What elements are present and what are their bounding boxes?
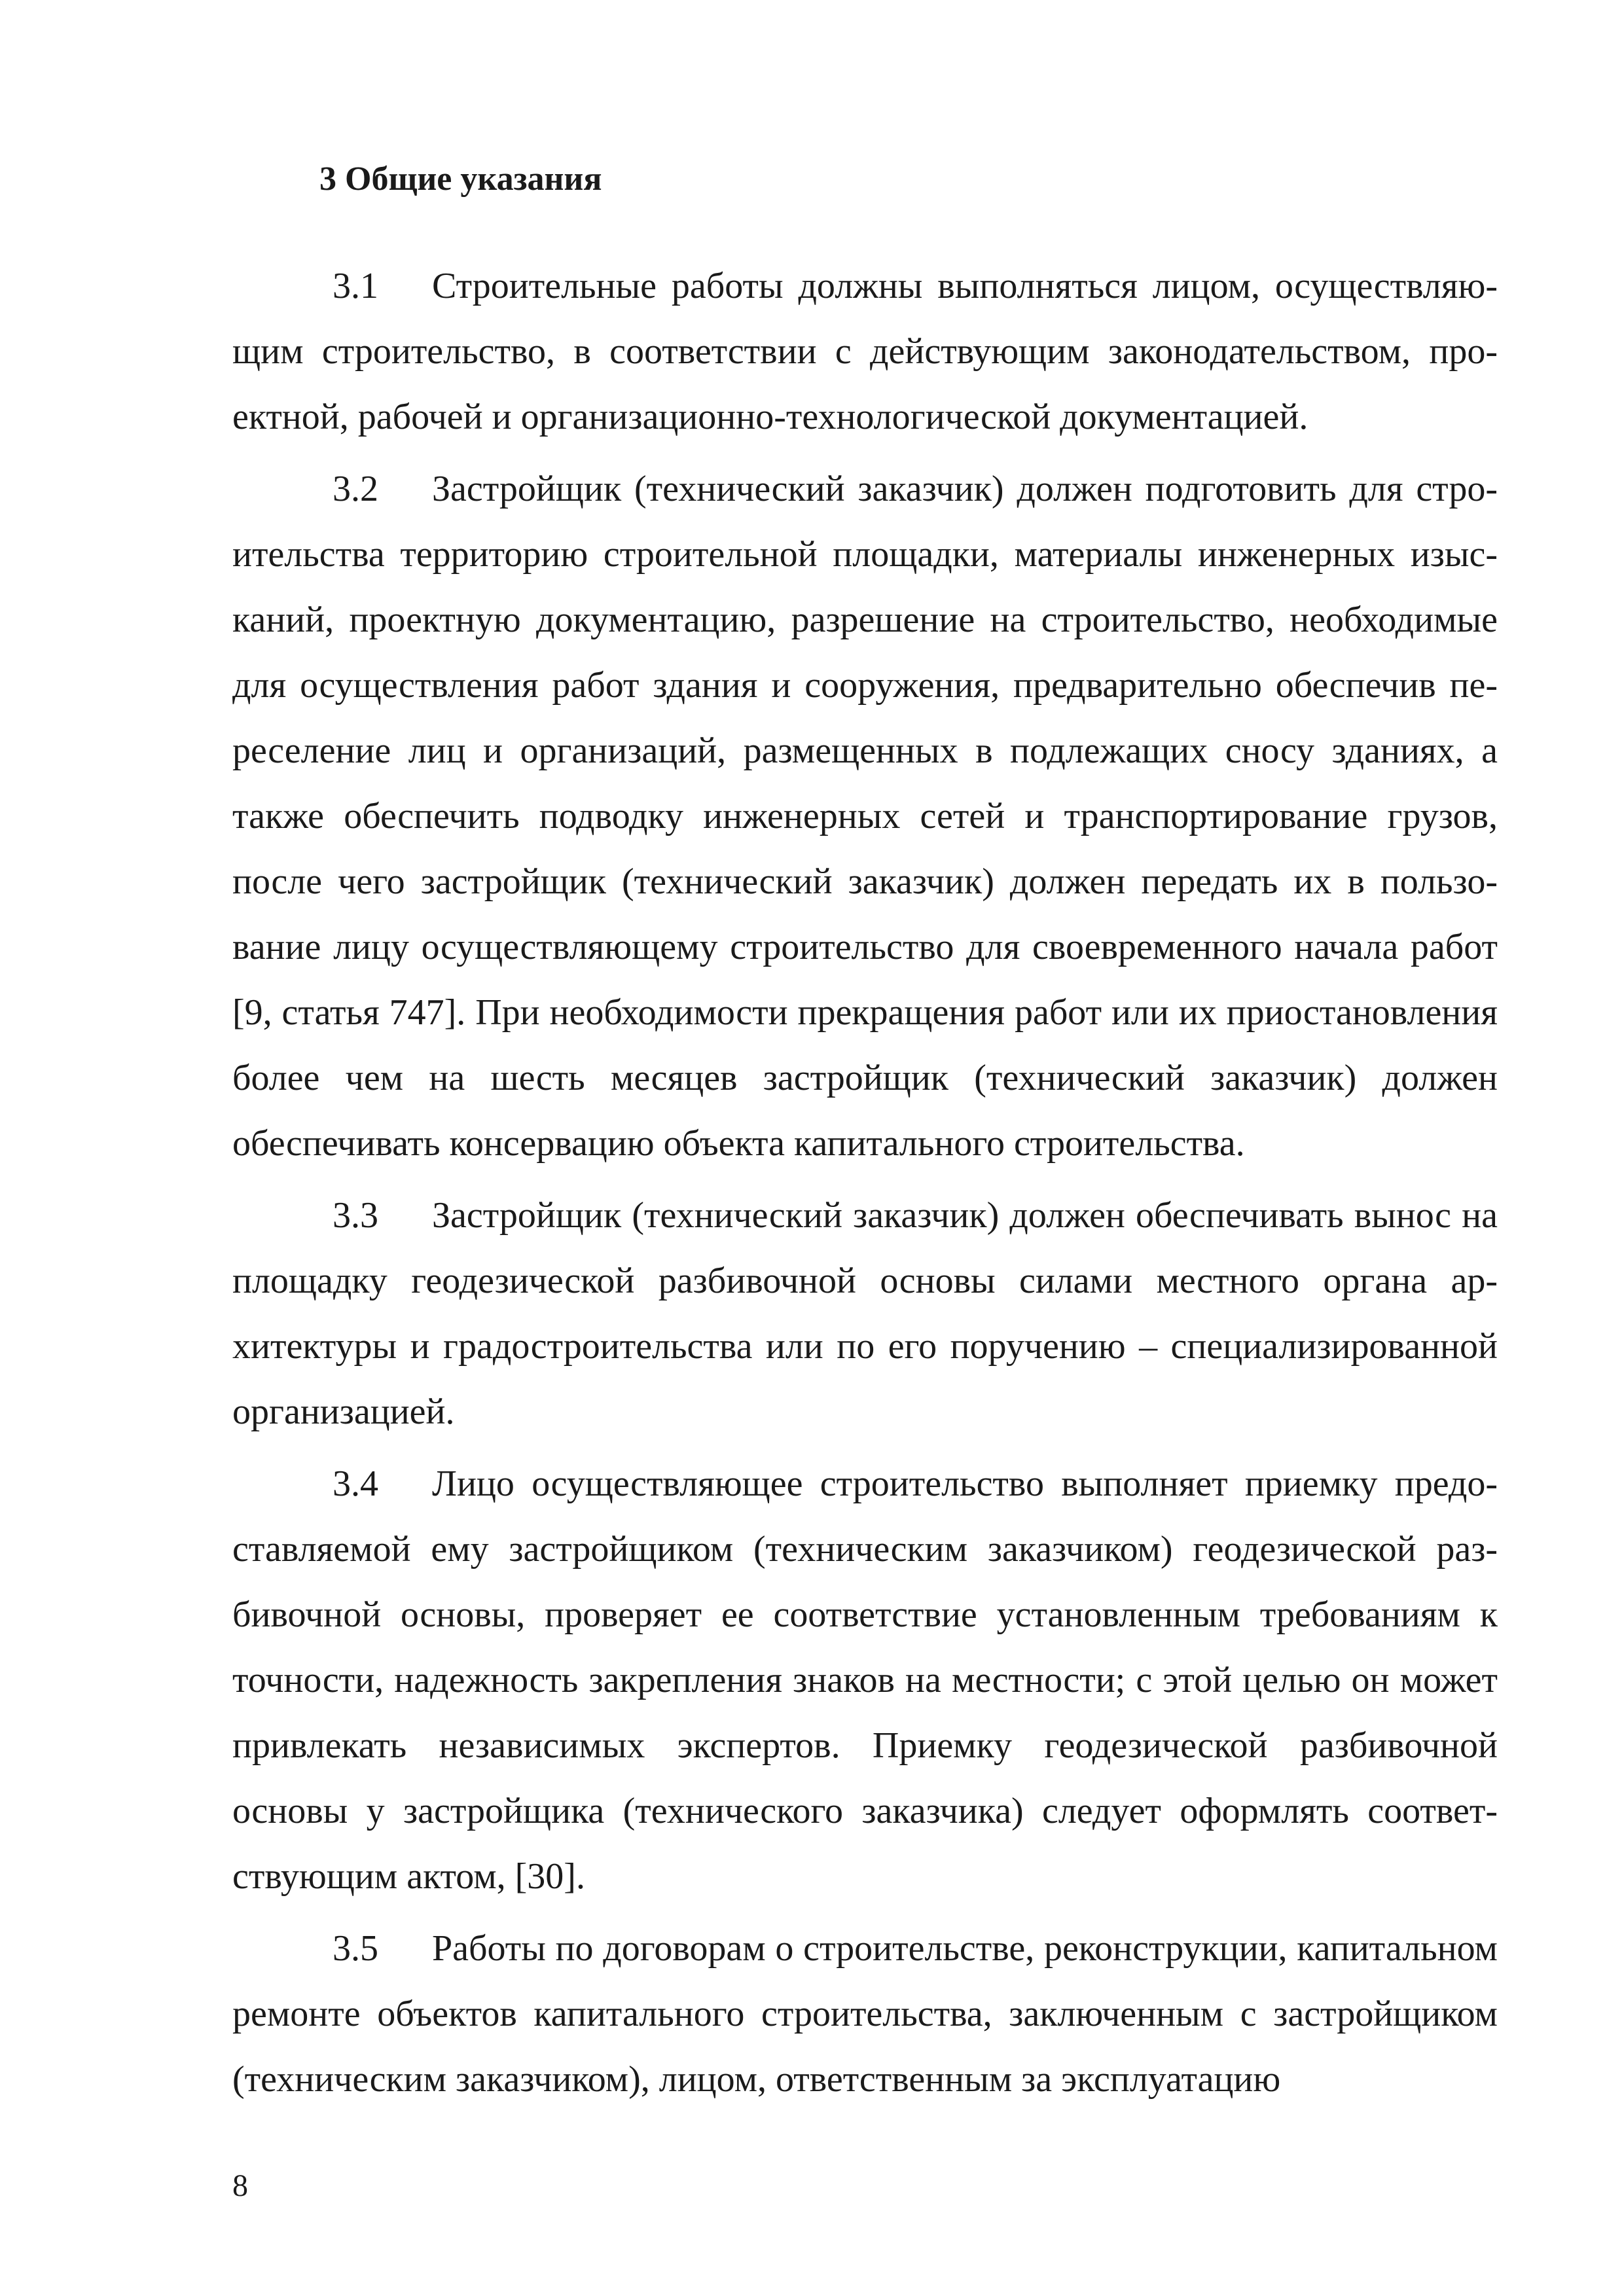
- page-number: 8: [232, 2168, 248, 2203]
- paragraph-3-3: [232, 1183, 1498, 1444]
- paragraph-text: Застройщик (технический заказчик) должен обеспечивать вынос на площадку геодезической разбивочной основы силами местного органа архитектуры и градостроительства или по его поручению – специализированной организацией.: [232, 1195, 1498, 1432]
- paragraph-3-2: [232, 456, 1498, 1176]
- paragraph-number: 3.1: [333, 266, 378, 306]
- paragraph-text: Лицо осуществляющее строительство выполняет приемку предоставляемой ему застройщиком (техническим заказчиком) геодезической разбивочной основы, проверяет ее соответствие установленным требованиям к точности, надежность закрепления знаков на местности; с этой целью он может привлекать независимых экспертов. Приемку геодезической разбивочной основы у застройщика (технического заказчика) следует оформлять соответствующим актом, [30].: [232, 1463, 1498, 1897]
- paragraph-number: 3.3: [333, 1195, 378, 1236]
- paragraph-number: 3.2: [333, 469, 378, 509]
- paragraph-3-5: [232, 1916, 1498, 2112]
- paragraph-3-4: [232, 1451, 1498, 1909]
- paragraph-3-1: [232, 253, 1498, 450]
- paragraph-text: Строительные работы должны выполняться лицом, осуществляющим строительство, в соответствии с действующим законодательством, проектной, рабочей и организационно-технологической документацией.: [232, 266, 1498, 437]
- paragraph-text: Застройщик (технический заказчик) должен подготовить для строительства территорию строительной площадки, материалы инженерных изысканий, проектную документацию, разрешение на строительство, необходимые для осуществления работ здания и сооружения, предварительно обеспечив переселение лиц и организаций, размещенных в подлежащих сносу зданиях, а также обеспечить подводку инженерных сетей и транспортирование грузов, после чего застройщик (технический заказчик) должен передать их в пользование лицу осуществляющему строительство для своевременного начала работ [9, статья 747]. При необходимости прекращения работ или их приостановления более чем на шесть месяцев застройщик (технический заказчик) должен обеспечивать консервацию объекта капитального строительства.: [232, 469, 1498, 1164]
- paragraph-number: 3.4: [333, 1463, 378, 1504]
- section-body: [232, 253, 1498, 2119]
- paragraph-text: Работы по договорам о строительстве, реконструкции, капитальном ремонте объектов капитального строительства, заключенным с застройщиком (техническим заказчиком), лицом, ответственным за эксплуатацию: [232, 1928, 1498, 2100]
- paragraph-number: 3.5: [333, 1928, 378, 1969]
- section-heading: 3 Общие указания: [319, 160, 602, 198]
